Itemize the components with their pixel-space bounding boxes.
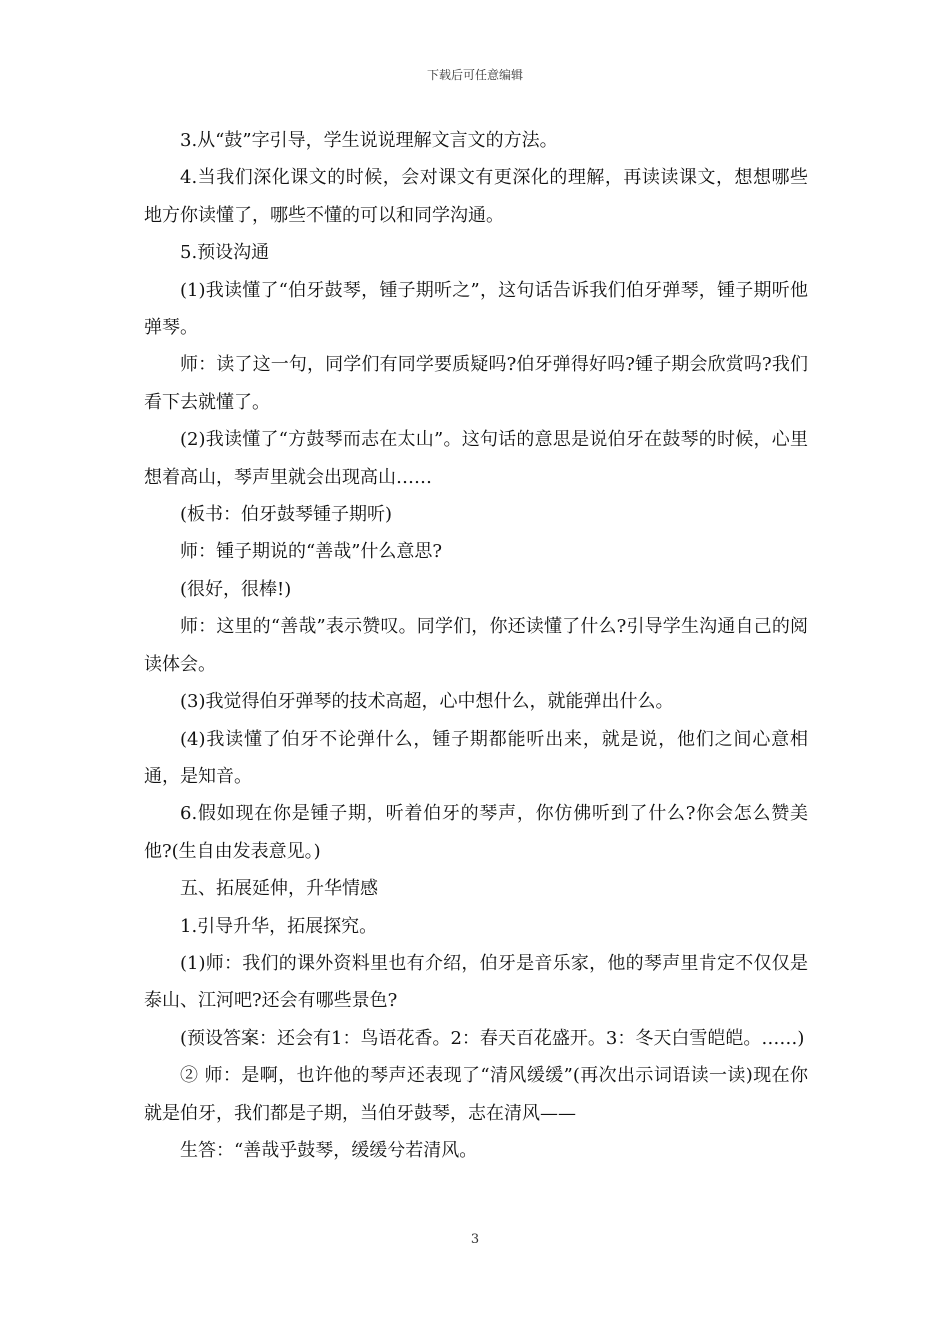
paragraph: (4)我读懂了伯牙不论弹什么，锺子期都能听出来，就是说，他们之间心意相通，是知音。 (144, 728, 808, 787)
paragraph: (1)我读懂了“伯牙鼓琴，锺子期听之”，这句话告诉我们伯牙弹琴，锺子期听他弹琴。 (144, 279, 808, 339)
paragraph: 6.假如现在你是锺子期，听着伯牙的琴声，你仿佛听到了什么?你会怎么赞美他?(生自由发表意见。) (144, 803, 808, 862)
section-heading: 五、拓展延伸，升华情感 (180, 878, 378, 900)
paragraph: ② 师：是啊，也许他的琴声还表现了“清风缓缓”(再次出示词语读一读)现在你就是伯牙，我们都是子期，当伯牙鼓琴，志在清风—— (144, 1065, 808, 1124)
document-body (144, 122, 808, 1169)
paragraph: (板书：伯牙鼓琴锺子期听) (180, 504, 393, 526)
paragraph: 生答：“善哉乎鼓琴，缓缓兮若清风。 (180, 1139, 478, 1161)
paragraph: 师：这里的“善哉”表示赞叹。同学们，你还读懂了什么?引导学生沟通自己的阅读体会。 (144, 616, 808, 675)
paragraph: (2)我读懂了“方鼓琴而志在太山”。这句话的意思是说伯牙在鼓琴的时候，心里想着高山，琴声里就会出现高山…… (144, 429, 808, 488)
paragraph: (预设答案：还会有1：鸟语花香。2：春天百花盛开。3：冬天白雪皑皑。……) (180, 1027, 805, 1049)
paragraph: 1.引导升华，拓展探究。 (180, 915, 378, 937)
paragraph: 5.预设沟通 (180, 242, 270, 264)
paragraph: (很好，很棒!) (180, 578, 292, 600)
paragraph: (1)师：我们的课外资料里也有介绍，伯牙是音乐家，他的琴声里肯定不仅仅是泰山、江河吧?还会有哪些景色? (144, 952, 808, 1012)
paragraph: 师：读了这一句，同学们有同学要质疑吗?伯牙弹得好吗?锺子期会欣赏吗?我们看下去就懂了。 (144, 354, 808, 413)
paragraph: 4.当我们深化课文的时候，会对课文有更深化的理解，再读读课文，想想哪些地方你读懂了，哪些不懂的可以和同学沟通。 (144, 167, 808, 226)
paragraph: 3.从“鼓”字引导，学生说说理解文言文的方法。 (180, 130, 558, 151)
paragraph: (3)我觉得伯牙弹琴的技术高超，心中想什么，就能弹出什么。 (180, 691, 674, 713)
page-number: 3 (470, 1232, 480, 1247)
page-header: 下载后可任意编辑 (426, 68, 523, 82)
paragraph: 师：锺子期说的“善哉”什么意思? (180, 541, 443, 563)
